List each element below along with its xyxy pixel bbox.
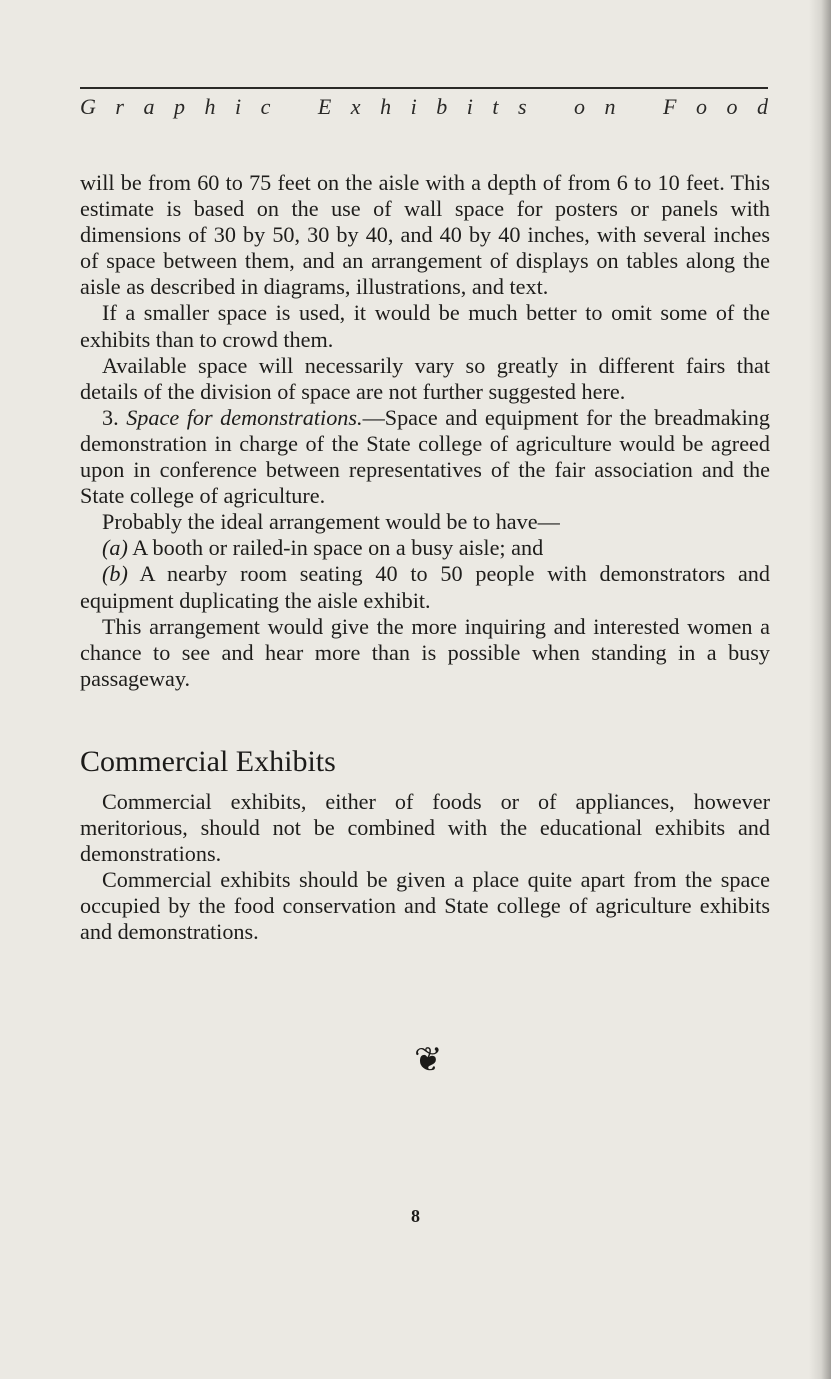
running-head-letter: i xyxy=(410,94,417,119)
paragraph: Available space will necessarily vary so greatly in different fairs that details of the division of space are not further suggested here. xyxy=(80,352,770,404)
list-label: (a) xyxy=(102,535,128,561)
page-edge-shadow xyxy=(809,0,831,1379)
running-head-letter: x xyxy=(350,94,361,119)
paragraph: Commercial exhibits should be given a place quite apart from the space occupied by the food conservation and State college of agriculture exhibits and demonstrations. xyxy=(80,867,770,945)
running-head-letter: t xyxy=(492,94,499,119)
item-number: 3. xyxy=(102,404,119,430)
running-head-letter: r xyxy=(115,94,124,119)
running-head-letter: h xyxy=(380,94,392,119)
paragraph-space-demonstrations xyxy=(80,405,770,509)
running-head-letter: F xyxy=(663,94,677,119)
running-head-letter: c xyxy=(260,94,271,119)
running-head-letter: i xyxy=(234,94,242,119)
running-head-letter: G xyxy=(80,94,96,119)
fleuron-ornament-icon: ❦ xyxy=(414,1040,443,1080)
running-head-letter: b xyxy=(436,94,448,119)
header-rule xyxy=(80,87,768,89)
running-head-letter: i xyxy=(466,94,473,119)
list-item-b xyxy=(80,561,770,613)
running-head-letter: s xyxy=(517,94,527,119)
list-text: A booth or railed-in space on a busy aisle; and xyxy=(132,535,544,561)
running-head-letter: n xyxy=(604,94,616,119)
running-head-letter: h xyxy=(204,94,216,119)
list-item-a xyxy=(80,535,770,561)
paragraph: This arrangement would give the more inquiring and interested women a chance to see and hear more than is possible when standing in a busy passageway. xyxy=(80,613,770,691)
list-text: A nearby room seating 40 to 50 people with demonstrators and equipment duplicating the aisle exhibit. xyxy=(80,561,770,613)
italic-subheading: Space for demonstrations. xyxy=(126,404,363,430)
running-head-letter: E xyxy=(317,94,332,119)
running-head-letter: o xyxy=(695,94,707,119)
paragraph: will be from 60 to 75 feet on the aisle with a depth of from 6 to 10 feet. This estimate is based on the use of wall space for posters or panels with dimensions of 30 by 50, 30 by 40, and 40 by 40 inches, with several inches of space between them, and an arrangement of displays on tables along the aisle as described in diagrams, illustrations, and text. xyxy=(80,170,770,300)
body-text xyxy=(80,170,770,692)
running-head xyxy=(80,94,768,120)
page-number: 8 xyxy=(411,1206,420,1226)
paragraph: Commercial exhibits, either of foods or of appliances, however meritorious, should not be combined with the educational exhibits and demonstrations. xyxy=(80,789,770,867)
section-heading: Commercial Exhibits xyxy=(80,745,336,778)
paragraph: If a smaller space is used, it would be much better to omit some of the exhibits than to crowd them. xyxy=(80,300,770,352)
paragraph: Probably the ideal arrangement would be to have— xyxy=(102,509,560,535)
running-head-letter: o xyxy=(574,94,585,119)
running-head-letter: o xyxy=(726,94,738,119)
paragraph-text: —Space and equipment for the breadmaking demonstration in charge of the State college of agriculture would be agreed upon in conference between representatives of the fair association and the State college of agriculture. xyxy=(80,404,770,509)
running-head-letter: p xyxy=(173,94,185,119)
running-head-letter: a xyxy=(143,94,155,119)
running-head-letter: d xyxy=(756,94,768,119)
list-label: (b) xyxy=(102,561,128,587)
section-body xyxy=(80,789,770,946)
